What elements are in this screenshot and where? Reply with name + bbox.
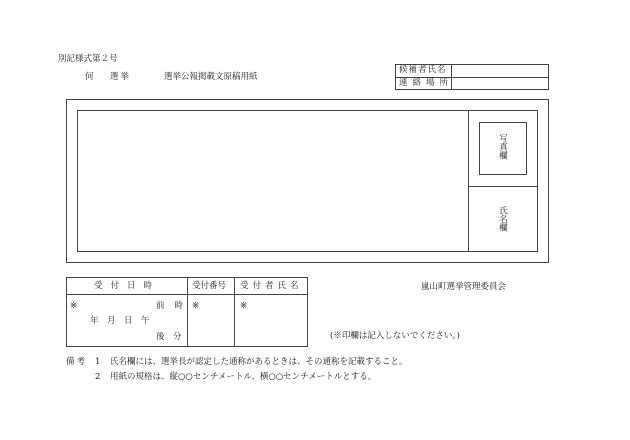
photo-name-divider [468,186,538,187]
reserved-mark-datetime: ※ [70,301,78,311]
election-word: 選挙 [110,72,132,82]
name-field-label: 氏名欄 [497,206,508,232]
date-line: 年 月 日 午 [90,316,150,326]
election-committee: 嵐山町選挙管理委員会 [421,282,507,292]
remark-2-text: 用紙の規格は、縦○○センチメートル、横○○センチメートルとする。 [110,372,377,382]
contact-place-label: 連絡場所 [399,78,454,88]
reserved-mark-number: ※ [192,301,200,311]
col-reception-number: 受付番号 [192,281,227,291]
candidate-name-label: 候補者氏名 [399,65,447,75]
form-title: 選挙公報掲載文原稿用紙 [164,72,258,82]
remark-1-text: 氏名欄には、選挙長が認定した通称があるときは、その通称を記載すること。 [110,357,408,367]
photo-field-label: 写真欄 [497,134,508,160]
form-number: 別記様式第２号 [58,54,118,64]
col-reception-datetime: 受付日時 [94,281,161,291]
am-label: 前時 [156,301,194,311]
reserved-mark-receiver: ※ [240,301,248,311]
remarks-label: 備考 [66,357,88,367]
remark-2-number: 2 [95,372,101,382]
election-prefix: 何 [85,72,94,82]
manuscript-divider [468,110,469,252]
col-receiver-name: 受付者氏名 [240,281,303,291]
no-entry-note: (※印欄は記入しないでください。) [330,331,460,341]
pm-label: 後 分 [156,332,182,342]
remark-1-number: 1 [95,357,101,367]
